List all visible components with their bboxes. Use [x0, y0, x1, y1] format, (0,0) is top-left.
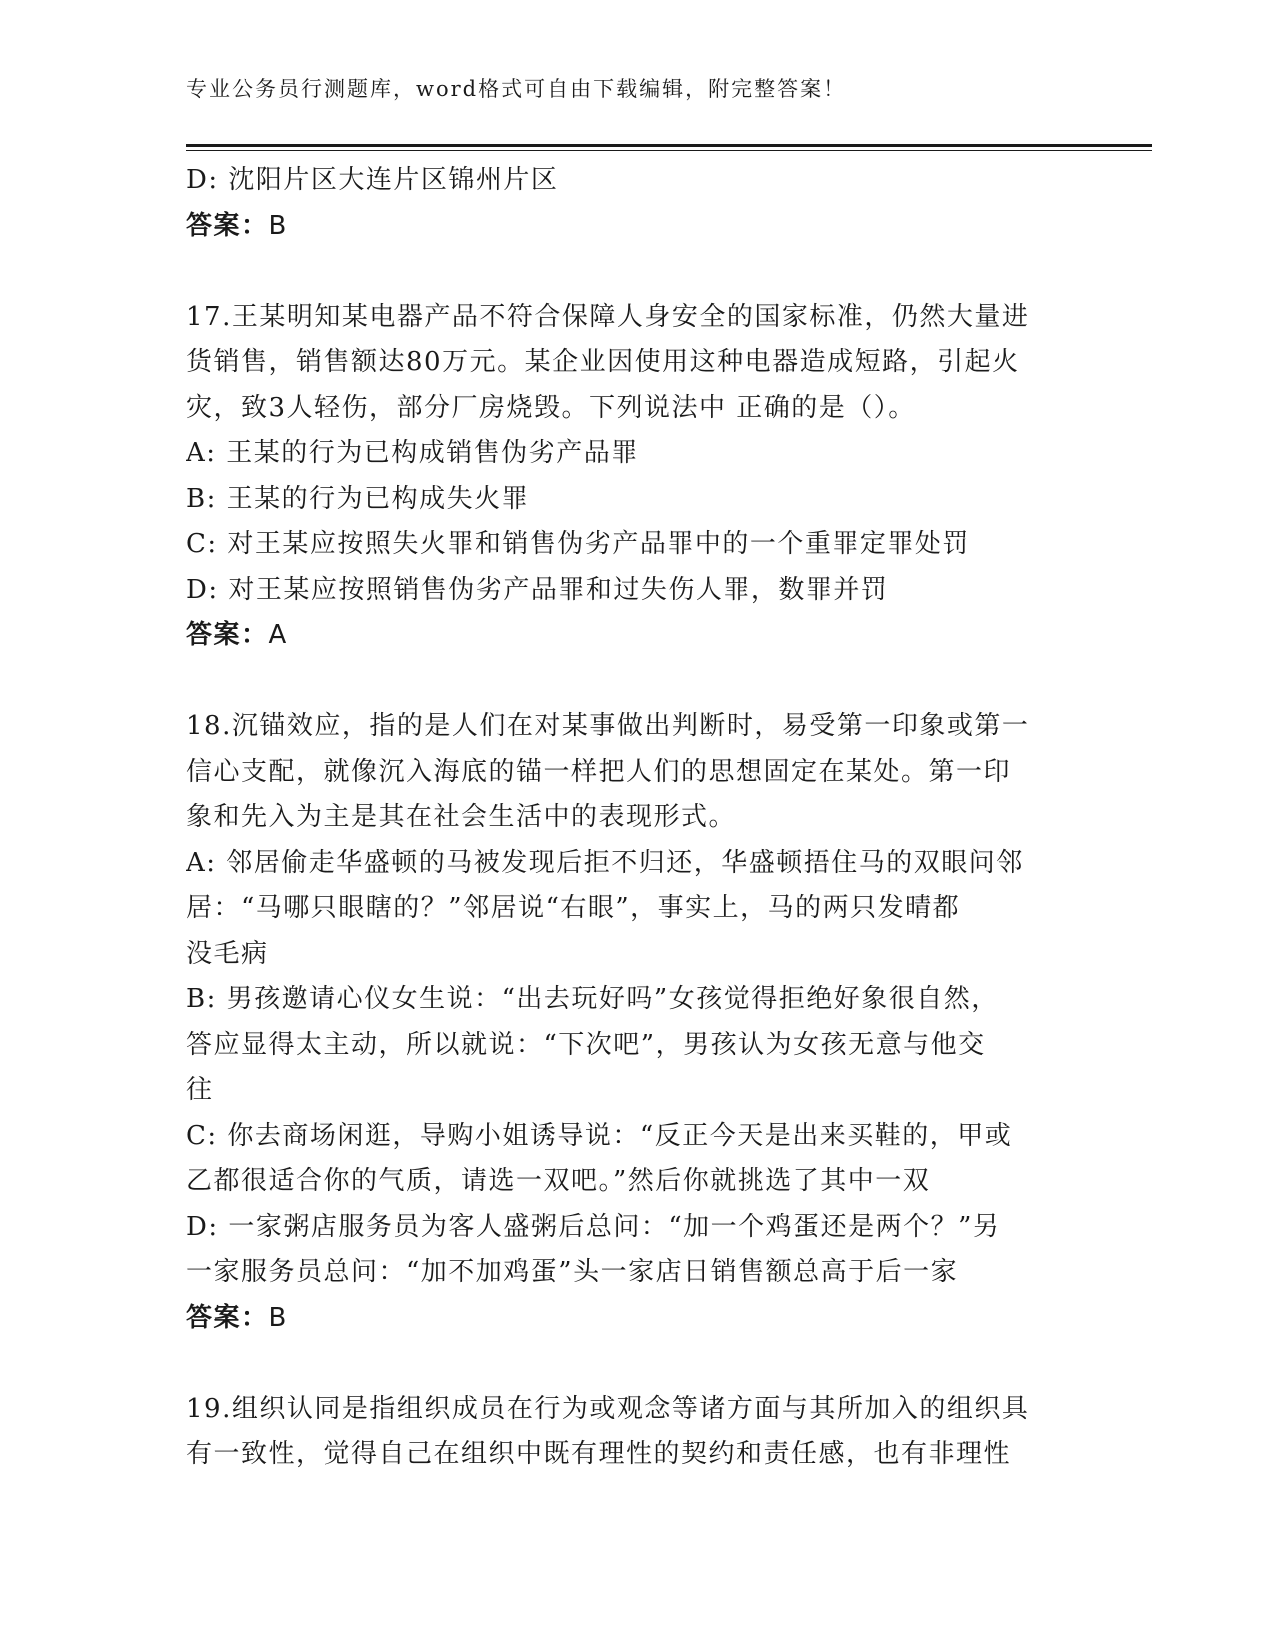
- q18-option-b-line: 往: [186, 1075, 214, 1105]
- header-rule-thick: [186, 144, 1152, 147]
- q18-option-a-line: 没毛病: [186, 938, 269, 969]
- q17-option-a: A: 王某的行为已构成销售伪劣产品罪: [186, 438, 639, 468]
- q19-stem-line: 有一致性，觉得自己在组织中既有理性的契约和责任感，也有非理性: [186, 1439, 1012, 1469]
- page-header: 专业公务员行测题库，word格式可自由下载编辑，附完整答案！: [186, 77, 847, 101]
- q18-option-a-line: 居：“马哪只眼瞎的？”邻居说“右眼”，事实上，马的两只发晴都: [186, 893, 961, 923]
- answer-value: A: [268, 620, 288, 650]
- header-rule-thin: [186, 150, 1152, 151]
- q17-option-b: B: 王某的行为已构成失火罪: [186, 483, 530, 514]
- q18-option-c-line: 乙都很适合你的气质，请选一双吧。”然后你就挑选了其中一双: [186, 1166, 931, 1196]
- q18-option-a-line: A: 邻居偷走华盛顿的马被发现后拒不归还，华盛顿捂住马的双眼问邻: [186, 847, 1024, 878]
- q19-stem-line: 19.组织认同是指组织成员在行为或观念等诸方面与其所加入的组织具: [186, 1393, 1030, 1424]
- q17-stem-line: 17.王某明知某电器产品不符合保障人身安全的国家标准，仍然大量进: [186, 301, 1030, 332]
- q18-option-b-line: B: 男孩邀请心仪女生说：“出去玩好吗”女孩觉得拒绝好象很自然，: [186, 984, 999, 1014]
- answer-label: 答案：: [186, 620, 269, 650]
- answer-value: B: [268, 1302, 288, 1333]
- q18-stem-line: 信心支配，就像沉入海底的锚一样把人们的思想固定在某处。第一印: [186, 756, 1012, 787]
- q17-option-d: D: 对王某应按照销售伪劣产品罪和过失伤人罪，数罪并罚: [186, 574, 889, 605]
- q17-stem-line: 灾，致3人轻伤，部分厂房烧毁。下列说法中 正确的是（）。: [186, 392, 916, 423]
- answer-label: 答案：: [186, 210, 269, 241]
- q18-option-d-line: 一家服务员总问：“加不加鸡蛋”头一家店日销售额总高于后一家: [186, 1257, 959, 1287]
- answer-value: B: [268, 210, 288, 241]
- q18-stem-line: 18.沉锚效应，指的是人们在对某事做出判断时，易受第一印象或第一: [186, 711, 1030, 741]
- spacer: [186, 659, 1086, 705]
- q17-answer: [186, 613, 1086, 659]
- q18-stem-line: 象和先入为主是其在社会生活中的表现形式。: [186, 802, 737, 832]
- answer-label: 答案：: [186, 1302, 269, 1333]
- q17-stem-line: 货销售，销售额达80万元。某企业因使用这种电器造成短路，引起火: [186, 347, 1020, 377]
- q16-answer: [186, 204, 1086, 250]
- q18-answer: [186, 1296, 1086, 1342]
- q18-option-c-line: C: 你去商场闲逛，导购小姐诱导说：“反正今天是出来买鞋的，甲或: [186, 1120, 1013, 1151]
- q18-option-b-line: 答应显得太主动，所以就说：“下次吧”，男孩认为女孩无意与他交: [186, 1029, 986, 1060]
- q18-option-d-line: D: 一家粥店服务员为客人盛粥后总问：“加一个鸡蛋还是两个？”另: [186, 1211, 1001, 1242]
- q17-option-c: C: 对王某应按照失火罪和销售伪劣产品罪中的一个重罪定罪处罚: [186, 529, 970, 559]
- q16-option-d: D: 沈阳片区大连片区锦州片区: [186, 165, 559, 195]
- spacer: [186, 1341, 1086, 1387]
- spacer: [186, 249, 1086, 295]
- document-body: [186, 158, 1086, 1478]
